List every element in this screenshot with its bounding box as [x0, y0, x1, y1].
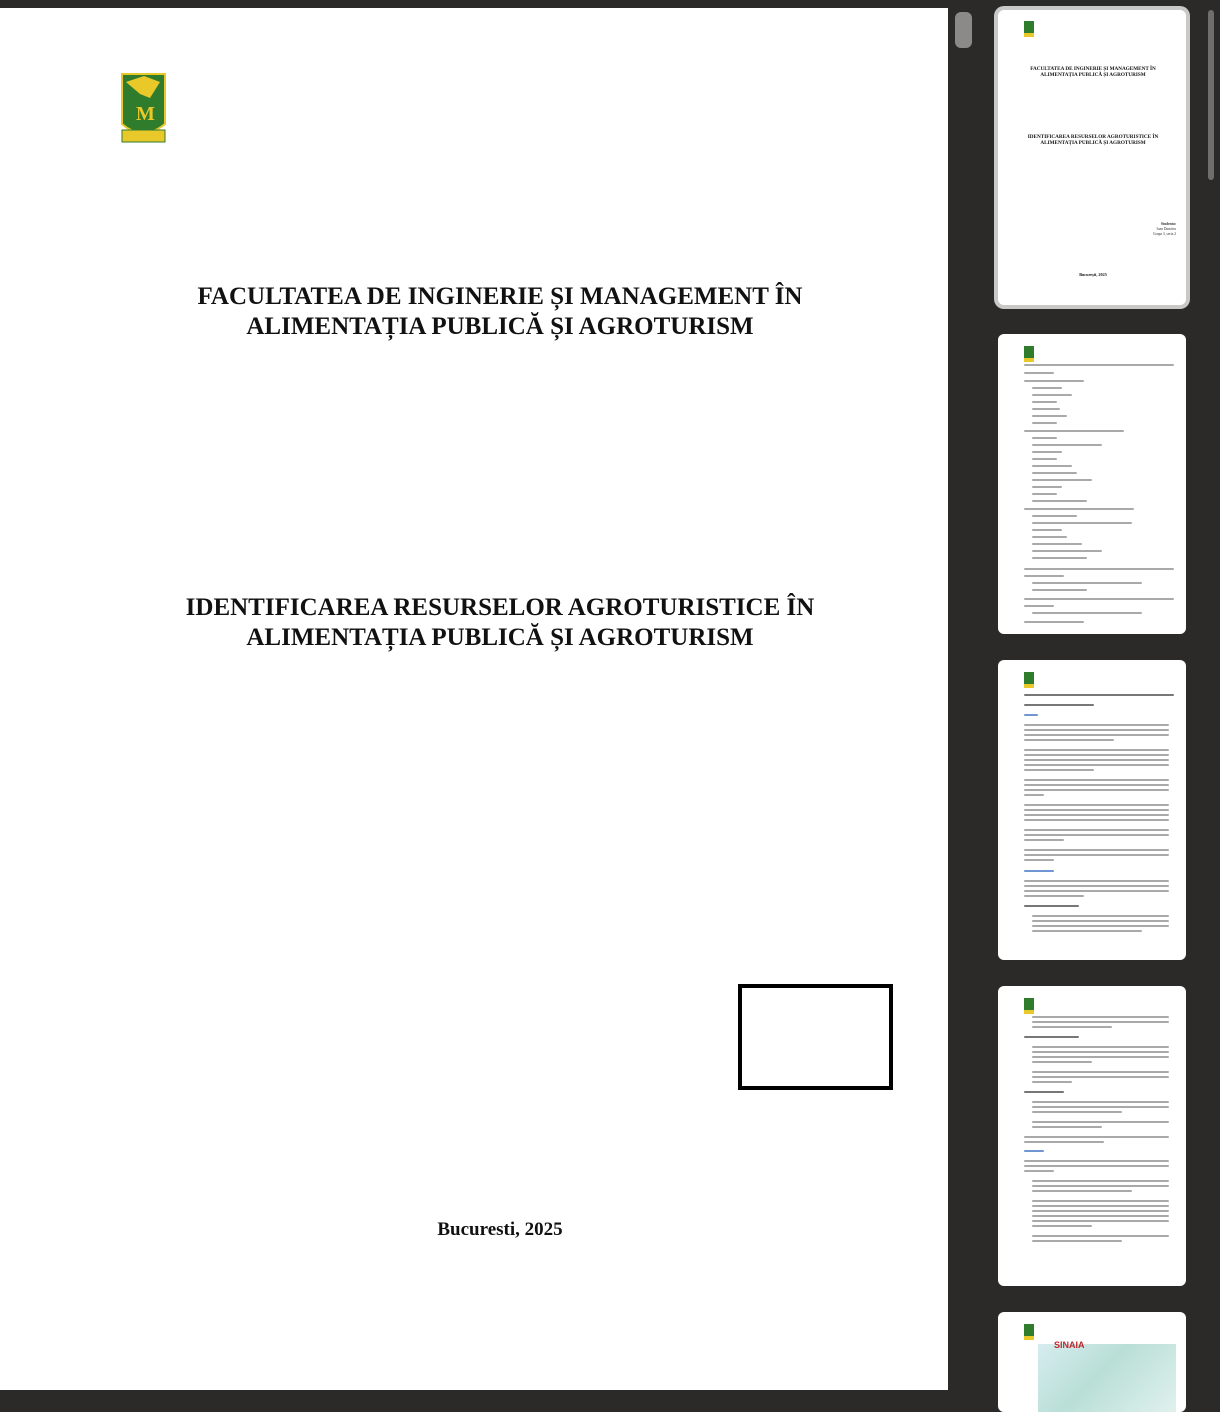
sinaia-map-image — [1038, 1344, 1176, 1412]
empty-frame-box — [738, 984, 893, 1090]
svg-text:M: M — [136, 103, 155, 125]
thumbnail-logo — [1024, 346, 1034, 362]
document-page-1 — [0, 8, 948, 1390]
document-title-line-2: ALIMENTAȚIA PUBLICĂ ȘI AGROTURISM — [246, 624, 754, 651]
viewer-top-edge — [0, 0, 980, 8]
thumb-title-line-2: ALIMENTAȚIA PUBLICĂ ȘI AGROTURISM — [1040, 140, 1146, 146]
document-title-line-1: IDENTIFICAREA RESURSELOR AGROTURISTICE ÎN — [185, 594, 815, 621]
thumbnail-logo — [1024, 998, 1034, 1014]
location-date: Bucuresti, 2025 — [437, 1219, 563, 1240]
thumb-student-label: Studentu: — [1160, 222, 1176, 226]
faculty-title-line-2: ALIMENTAȚIA PUBLICĂ ȘI AGROTURISM — [246, 313, 754, 340]
thumbnail-page-1[interactable] — [998, 10, 1186, 305]
thumbnail-page-2[interactable] — [998, 334, 1186, 634]
thumbnail-page-4[interactable] — [998, 986, 1186, 1286]
thumbnail-page-3[interactable] — [998, 660, 1186, 960]
university-logo — [120, 72, 167, 146]
document-title — [0, 593, 1000, 653]
faculty-title-line-1: FACULTATEA DE INGINERIE ȘI MANAGEMENT ÎN — [197, 283, 803, 310]
thumb-title-line-1: IDENTIFICAREA RESURSELOR AGROTURISTICE ÎN — [1027, 134, 1159, 140]
thumb-group: Grupa 3, seria 2 — [1153, 232, 1176, 236]
thumb-faculty-line-1: FACULTATEA DE INGINERIE ȘI MANAGEMENT ÎN — [1030, 66, 1156, 72]
thumbnail-logo — [1024, 672, 1034, 688]
faculty-title — [0, 282, 1000, 342]
thumb-map-title: SINAIA — [1054, 1340, 1085, 1350]
thumb-faculty-line-2: ALIMENTAȚIA PUBLICĂ ȘI AGROTURISM — [1040, 72, 1146, 78]
main-scrollbar-thumb[interactable] — [955, 12, 972, 48]
thumbnail-sidebar — [982, 0, 1220, 1396]
thumbnail-logo — [1024, 21, 1034, 37]
sidebar-scrollbar-thumb[interactable] — [1208, 10, 1214, 180]
thumb-student-name: Ioan Dumitru — [1156, 227, 1176, 231]
thumbnail-logo — [1024, 1324, 1034, 1340]
thumb-footer: București, 2025 — [1079, 272, 1107, 277]
thumbnail-page-5[interactable] — [998, 1312, 1186, 1412]
